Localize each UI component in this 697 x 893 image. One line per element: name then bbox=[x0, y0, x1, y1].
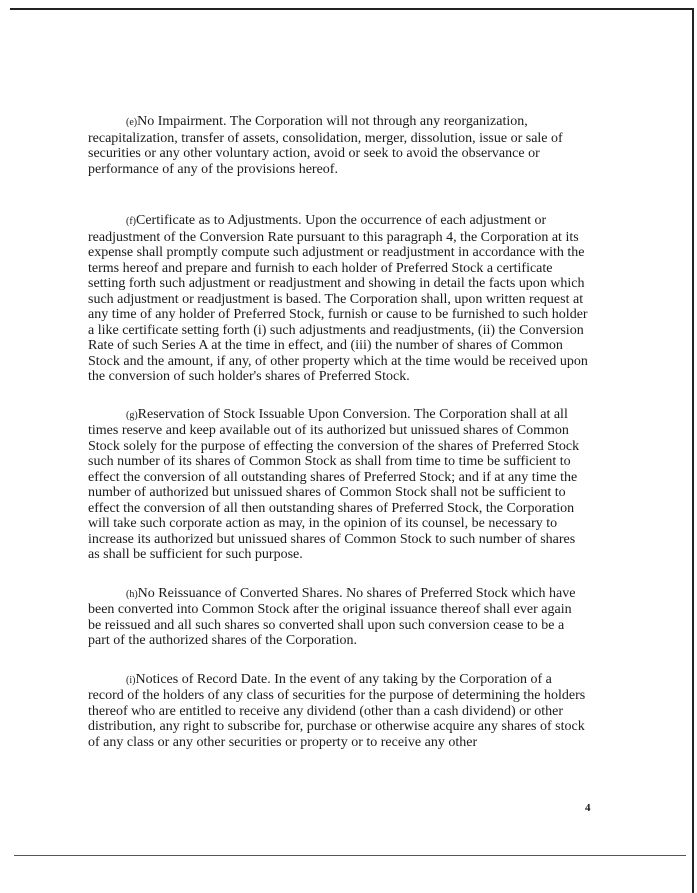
paragraph-text: Notices of Record Date. In the event of any taking by the Corporation of a record of the holders of any class of securities for the purpose of determining the holders thereof who are entitled to receive any dividend (other than a cash dividend) or other distribution, any right to subscribe for, purchase or otherwise acquire any shares of stock of any class or any other securities or property or to receive any other bbox=[88, 671, 586, 750]
paragraph-no-reissuance bbox=[88, 586, 588, 649]
paragraph-no-impairment bbox=[88, 114, 588, 177]
right-border-line bbox=[692, 8, 694, 893]
paragraph-text: No Reissuance of Converted Shares. No shares of Preferred Stock which have been converted into Common Stock after the original issuance thereof shall ever again be reissued and all such shares so converted shall upon such conversion cease to be a part of the authorized shares of the Corporation. bbox=[88, 585, 576, 648]
paragraph-label: (h) bbox=[126, 588, 138, 600]
paragraph-label: (i) bbox=[126, 674, 136, 686]
paragraph-label: (e) bbox=[126, 117, 138, 128]
page-number: 4 bbox=[585, 802, 591, 814]
document-body bbox=[88, 114, 588, 750]
paragraph-certificate-adjustments bbox=[88, 213, 588, 385]
paragraph-text: No Impairment. The Corporation will not through any reorganization, recapitalization, transfer of assets, consolidation, merger, dissolution, issue or sale of securities or any other voluntary action, avoid or seek to avoid the observance or performance of any of the provisions hereof. bbox=[88, 114, 563, 177]
paragraph-label: (g) bbox=[126, 409, 138, 421]
paragraph-text: Certificate as to Adjustments. Upon the occurrence of each adjustment or readjustment of the Conversion Rate pursuant to this paragraph 4, the Corporation at its expense shall promptly compute such adjustment or readjustment in accordance with the terms hereof and prepare and furnish to each holder of Preferred Stock a certificate setting forth such adjustment or readjustment and showing in detail the facts upon which such adjustment or readjustment is based. The Corporation shall, upon written request at any time of any holder of Preferred Stock, furnish or cause to be furnished to such holder a like certificate setting forth (i) such adjustments and readjustments, (ii) the Conversion Rate of such Series A at the time in effect, and (iii) the number of shares of Common Stock and the amount, if any, of other property which at the time would be received upon the conversion of such holder's shares of Preferred Stock. bbox=[88, 213, 588, 384]
paragraph-text: Reservation of Stock Issuable Upon Conversion. The Corporation shall at all times reserve and keep available out of its authorized but unissued shares of Common Stock solely for the purpose of effecting the conversion of the shares of Preferred Stock such number of its shares of Common Stock as shall from time to time be sufficient to effect the conversion of all outstanding shares of Preferred Stock; and if at any time the number of authorized but unissued shares of Common Stock shall not be sufficient to effect the conversion of all then outstanding shares of Preferred Stock, the Corporation will take such corporate action as may, in the opinion of its counsel, be necessary to increase its authorized but unissued shares of Common Stock to such number of shares as shall be sufficient for such purpose. bbox=[88, 406, 580, 562]
paragraph-reservation-of-stock bbox=[88, 407, 588, 563]
top-border-line bbox=[10, 8, 694, 10]
paragraph-label: (f) bbox=[126, 216, 136, 227]
paragraph-notices-record-date bbox=[88, 672, 588, 751]
bottom-border-line bbox=[14, 855, 686, 856]
